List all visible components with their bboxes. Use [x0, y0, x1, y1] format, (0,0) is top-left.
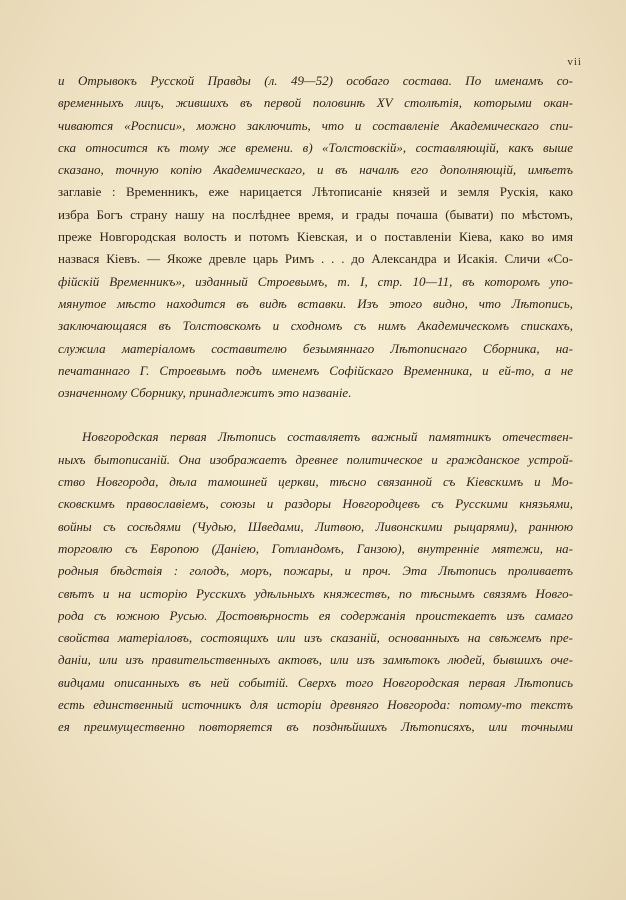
text-line: чиваются «Росписи», можно заключить, что и составленіе Академическаго спи- [58, 117, 573, 133]
text-line: родныя бѣдствія : голодъ, моръ, пожары, и проч. Эта Лѣтопись проливаетъ [58, 563, 573, 579]
text-line: ея преимущественно повторяется въ позднѣйшихъ Лѣтописяхъ, или точными [58, 719, 573, 735]
text-line: сковскимъ православіемъ, союзы и раздоры Новгородцевъ съ Русскими князьями, [58, 496, 573, 512]
paragraph-1 [58, 70, 573, 404]
text-line: фійскій Временникъ», изданный Строевымъ, т. I, стр. 10—11, въ которомъ упо- [58, 273, 573, 289]
text-line: печатаннаго Г. Строевымъ подъ именемъ Софійскаго Временника, и ей-то, а не [58, 362, 573, 378]
text-line: назвася Кіевъ. — Якоже древле царь Римъ . . . до Александра и Исакія. Сличи «Со- [58, 251, 573, 267]
text-line: торговлю съ Европою (Даніею, Готландомъ, Ганзою), внутренніе мятежи, на- [58, 540, 573, 556]
text-line: заглавіе : Временникъ, еже нарицается Лѣтописаніе князей и земля Рускія, како [58, 184, 573, 200]
text-line: войны съ сосѣдями (Чудью, Шведами, Литвою, Ливонскими рыцарями), раннюю [58, 518, 573, 534]
text-line: есть единственный источникъ для исторіи древняго Новгорода: потому-то текстъ [58, 697, 573, 713]
text-line: рода съ южною Русью. Достовѣрность ея содержанія проистекаетъ изъ самаго [58, 607, 573, 623]
text-line: избра Богъ страну нашу на послѣднее время, и грады почаша (бывати) по мѣстомъ, [58, 206, 573, 222]
text-line: мянутое мѣсто находится въ видѣ вставки. Изъ этого видно, что Лѣтопись, [58, 295, 573, 311]
text-line: служила матеріаломъ составителю безымяннаго Лѣтописнаго Сборника, на- [58, 340, 573, 356]
page-number: vii [567, 56, 582, 68]
text-line: означенному Сборнику, принадлежитъ это названіе. [58, 385, 352, 401]
text-line: даніи, или изъ правительственныхъ актовъ, или изъ замѣтокъ людей, бывшихъ оче- [58, 652, 573, 668]
text-line: заключающаяся въ Толстовскомъ и сходномъ съ нимъ Академическомъ спискахъ, [58, 318, 573, 334]
text-line: Новгородская первая Лѣтопись составляетъ важный памятникъ отечествен- [82, 429, 573, 445]
paragraph-2 [58, 426, 573, 738]
text-line: ска относится къ тому же времени. в) «Толстовскій», составляющій, какъ выше [58, 139, 573, 155]
text-line: преже Новгородская волость и потомъ Кіевская, и о поставленіи Кіева, како во имя [58, 229, 573, 245]
text-line: видцами описанныхъ въ ней событій. Сверхъ того Новгородская первая Лѣтопись [58, 674, 573, 690]
text-line: ныхъ бытописаній. Она изображаетъ древнее политическое и гражданское устрой- [58, 451, 573, 467]
text-line: и Отрывокъ Русской Правды (л. 49—52) особаго состава. По именамъ со- [58, 73, 573, 88]
text-line: ство Новгорода, дѣла тамошней церкви, тѣсно связанной съ Кіевскимъ и Мо- [58, 474, 573, 490]
text-line: сказано, точную копію Академическаго, и въ началѣ его дополняющій, имѣетъ [58, 162, 573, 178]
page-body [58, 70, 573, 739]
text-line: свѣтъ и на исторію Русскихъ удѣльныхъ княжествъ, по тѣснымъ связямъ Новго- [58, 585, 573, 601]
text-line: временныхъ лицъ, жившихъ въ первой половинѣ XV столѣтія, которыми окан- [58, 95, 573, 111]
text-line: свойства матеріаловъ, состоящихъ или изъ сказаній, основанныхъ на свѣжемъ пре- [58, 630, 573, 646]
paragraph-spacer [58, 404, 573, 426]
